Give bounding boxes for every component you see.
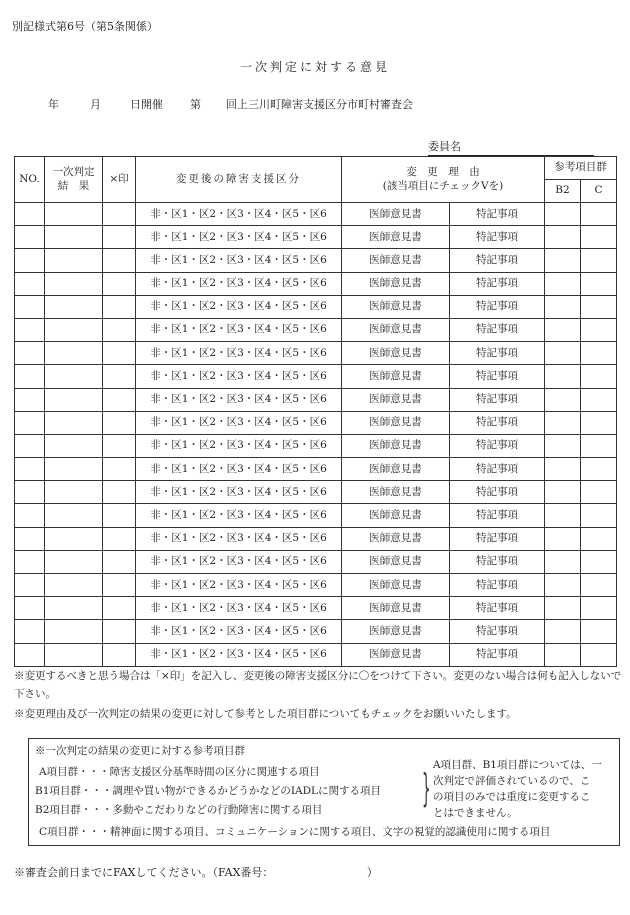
table-row <box>15 318 617 341</box>
header-mark: ×印 <box>103 157 136 203</box>
row-category-options[interactable]: 非・区1・区2・区3・区4・区5・区6 <box>136 504 342 527</box>
fax-instruction: ※審査会前日までにFAXしてください。（FAX番号： ） <box>14 866 378 879</box>
row-mark-cell[interactable] <box>103 226 136 249</box>
row-reason-doctor[interactable]: 医師意見書 <box>342 318 450 341</box>
row-c-check[interactable] <box>581 249 617 272</box>
row-reason-special[interactable]: 特記事項 <box>450 481 545 504</box>
row-reason-special[interactable]: 特記事項 <box>450 411 545 434</box>
row-category-options[interactable]: 非・区1・区2・区3・区4・区5・区6 <box>136 527 342 550</box>
row-reason-special[interactable]: 特記事項 <box>450 318 545 341</box>
row-mark-cell[interactable] <box>103 318 136 341</box>
row-result-cell[interactable] <box>45 272 103 295</box>
row-no-cell[interactable] <box>15 318 45 341</box>
row-reason-special[interactable]: 特記事項 <box>450 620 545 643</box>
member-name-field[interactable] <box>428 138 594 156</box>
row-result-cell[interactable] <box>45 434 103 457</box>
table-row <box>15 272 617 295</box>
row-reason-doctor[interactable]: 医師意見書 <box>342 295 450 318</box>
row-mark-cell[interactable] <box>103 620 136 643</box>
row-b2-check[interactable] <box>545 295 581 318</box>
row-mark-cell[interactable] <box>103 643 136 666</box>
row-b2-check[interactable] <box>545 342 581 365</box>
row-reason-doctor[interactable]: 医師意見書 <box>342 597 450 620</box>
table-row <box>15 203 617 226</box>
reference-group-a: A項目群・・・障害支援区分基準時間の区分に関連する項目 <box>39 766 320 778</box>
row-mark-cell[interactable] <box>103 597 136 620</box>
table-row <box>15 527 617 550</box>
row-category-options[interactable]: 非・区1・区2・区3・区4・区5・区6 <box>136 481 342 504</box>
row-mark-cell[interactable] <box>103 458 136 481</box>
reference-group-b2: B2項目群・・・多動やこだわりなどの行動障害に関する項目 <box>35 804 323 816</box>
reference-side-line2: 次判定で評価されているので、こ <box>433 775 591 787</box>
row-b2-check[interactable] <box>545 481 581 504</box>
row-reason-special[interactable]: 特記事項 <box>450 550 545 573</box>
note-2: ※変更理由及び一次判定の結果の変更に対して参考とした項目群についてもチェックをお願いいたします。 <box>14 708 517 720</box>
row-no-cell[interactable] <box>15 574 45 597</box>
row-c-check[interactable] <box>581 226 617 249</box>
meeting-ordinal-label: 第 <box>190 98 201 111</box>
row-c-check[interactable] <box>581 481 617 504</box>
row-no-cell[interactable] <box>15 411 45 434</box>
row-mark-cell[interactable] <box>103 574 136 597</box>
row-category-options[interactable]: 非・区1・区2・区3・区4・区5・区6 <box>136 411 342 434</box>
table-row <box>15 574 617 597</box>
row-no-cell[interactable] <box>15 203 45 226</box>
row-reason-doctor[interactable]: 医師意見書 <box>342 388 450 411</box>
table-row <box>15 342 617 365</box>
row-b2-check[interactable] <box>545 574 581 597</box>
row-mark-cell[interactable] <box>103 434 136 457</box>
row-b2-check[interactable] <box>545 643 581 666</box>
row-mark-cell[interactable] <box>103 411 136 434</box>
row-reason-special[interactable]: 特記事項 <box>450 597 545 620</box>
row-category-options[interactable]: 非・区1・区2・区3・区4・区5・区6 <box>136 597 342 620</box>
row-b2-check[interactable] <box>545 504 581 527</box>
row-no-cell[interactable] <box>15 365 45 388</box>
row-reason-special[interactable]: 特記事項 <box>450 272 545 295</box>
row-mark-cell[interactable] <box>103 295 136 318</box>
row-category-options[interactable]: 非・区1・区2・区3・区4・区5・区6 <box>136 550 342 573</box>
row-c-check[interactable] <box>581 203 617 226</box>
meeting-year-label: 年 <box>48 98 59 111</box>
row-no-cell[interactable] <box>15 434 45 457</box>
row-c-check[interactable] <box>581 342 617 365</box>
row-category-options[interactable]: 非・区1・区2・区3・区4・区5・区6 <box>136 318 342 341</box>
row-c-check[interactable] <box>581 318 617 341</box>
table-row <box>15 597 617 620</box>
row-no-cell[interactable] <box>15 226 45 249</box>
row-reason-special[interactable]: 特記事項 <box>450 365 545 388</box>
row-no-cell[interactable] <box>15 249 45 272</box>
row-c-check[interactable] <box>581 504 617 527</box>
row-c-check[interactable] <box>581 458 617 481</box>
meeting-day-label: 日開催 <box>130 98 163 111</box>
row-category-options[interactable]: 非・区1・区2・区3・区4・区5・区6 <box>136 643 342 666</box>
header-primary-result: 一次判定 結 果 <box>45 157 103 203</box>
row-b2-check[interactable] <box>545 527 581 550</box>
row-no-cell[interactable] <box>15 295 45 318</box>
table-row <box>15 434 617 457</box>
row-category-options[interactable]: 非・区1・区2・区3・区4・区5・区6 <box>136 249 342 272</box>
header-change-reason: 変 更 理 由 (該当項目にチェックVを) <box>342 157 545 203</box>
brace-icon: } <box>422 766 431 810</box>
reference-group-c: C項目群・・・精神面に関する項目、コミュニケーションに関する項目、文字の視覚的認識使用に関する項目 <box>39 826 551 838</box>
reference-side-line3: の項目のみでは重度に変更するこ <box>433 791 591 803</box>
row-b2-check[interactable] <box>545 550 581 573</box>
row-result-cell[interactable] <box>45 504 103 527</box>
row-reason-doctor[interactable]: 医師意見書 <box>342 434 450 457</box>
reference-group-b1: B1項目群・・・調理や買い物ができるかどうかなどのIADLに関する項目 <box>35 785 382 797</box>
row-reason-special[interactable]: 特記事項 <box>450 527 545 550</box>
table-row <box>15 411 617 434</box>
row-reason-special[interactable]: 特記事項 <box>450 643 545 666</box>
row-result-cell[interactable] <box>45 574 103 597</box>
row-reason-doctor[interactable]: 医師意見書 <box>342 481 450 504</box>
row-result-cell[interactable] <box>45 411 103 434</box>
row-no-cell[interactable] <box>15 527 45 550</box>
meeting-line <box>48 96 413 112</box>
row-no-cell[interactable] <box>15 388 45 411</box>
row-result-cell[interactable] <box>45 550 103 573</box>
row-category-options[interactable]: 非・区1・区2・区3・区4・区5・区6 <box>136 434 342 457</box>
reference-side-line4: とはできません。 <box>433 807 518 819</box>
row-result-cell[interactable] <box>45 388 103 411</box>
row-b2-check[interactable] <box>545 249 581 272</box>
row-reason-special[interactable]: 特記事項 <box>450 226 545 249</box>
row-reason-special[interactable]: 特記事項 <box>450 458 545 481</box>
header-ref-group: 参考項目群 <box>545 157 617 180</box>
row-result-cell[interactable] <box>45 342 103 365</box>
row-b2-check[interactable] <box>545 388 581 411</box>
row-mark-cell[interactable] <box>103 272 136 295</box>
row-b2-check[interactable] <box>545 226 581 249</box>
row-c-check[interactable] <box>581 295 617 318</box>
row-b2-check[interactable] <box>545 318 581 341</box>
row-result-cell[interactable] <box>45 481 103 504</box>
row-c-check[interactable] <box>581 620 617 643</box>
row-result-cell[interactable] <box>45 295 103 318</box>
row-b2-check[interactable] <box>545 597 581 620</box>
row-reason-doctor[interactable]: 医師意見書 <box>342 226 450 249</box>
table-row <box>15 458 617 481</box>
row-result-cell[interactable] <box>45 249 103 272</box>
row-no-cell[interactable] <box>15 504 45 527</box>
row-reason-special[interactable]: 特記事項 <box>450 388 545 411</box>
row-category-options[interactable]: 非・区1・区2・区3・区4・区5・区6 <box>136 272 342 295</box>
row-reason-doctor[interactable]: 医師意見書 <box>342 620 450 643</box>
table-row <box>15 226 617 249</box>
opinion-table <box>14 156 617 667</box>
row-category-options[interactable]: 非・区1・区2・区3・区4・区5・区6 <box>136 458 342 481</box>
row-mark-cell[interactable] <box>103 527 136 550</box>
table-row <box>15 295 617 318</box>
row-reason-doctor[interactable]: 医師意見書 <box>342 249 450 272</box>
row-result-cell[interactable] <box>45 365 103 388</box>
row-reason-special[interactable]: 特記事項 <box>450 249 545 272</box>
row-reason-special[interactable]: 特記事項 <box>450 434 545 457</box>
row-reason-doctor[interactable]: 医師意見書 <box>342 550 450 573</box>
row-reason-doctor[interactable]: 医師意見書 <box>342 458 450 481</box>
row-category-options[interactable]: 非・区1・区2・区3・区4・区5・区6 <box>136 295 342 318</box>
row-c-check[interactable] <box>581 643 617 666</box>
member-label: 委員名 <box>428 140 461 153</box>
row-result-cell[interactable] <box>45 597 103 620</box>
row-no-cell[interactable] <box>15 643 45 666</box>
header-c: C <box>581 180 617 203</box>
row-reason-doctor[interactable]: 医師意見書 <box>342 272 450 295</box>
row-b2-check[interactable] <box>545 411 581 434</box>
row-result-cell[interactable] <box>45 203 103 226</box>
row-category-options[interactable]: 非・区1・区2・区3・区4・区5・区6 <box>136 388 342 411</box>
row-mark-cell[interactable] <box>103 388 136 411</box>
row-category-options[interactable]: 非・区1・区2・区3・区4・区5・区6 <box>136 620 342 643</box>
row-c-check[interactable] <box>581 434 617 457</box>
reference-heading: ※一次判定の結果の変更に対する参考項目群 <box>35 745 245 757</box>
row-reason-doctor[interactable]: 医師意見書 <box>342 365 450 388</box>
row-c-check[interactable] <box>581 388 617 411</box>
table-row <box>15 550 617 573</box>
row-result-cell[interactable] <box>45 527 103 550</box>
note-1: ※変更するべきと思う場合は「×印」を記入し、変更後の障害支援区分に〇をつけて下さい。変更のない場合は何も記入しないで下さい。 <box>14 670 622 700</box>
row-reason-doctor[interactable]: 医師意見書 <box>342 574 450 597</box>
header-b2: B2 <box>545 180 581 203</box>
row-reason-doctor[interactable]: 医師意見書 <box>342 203 450 226</box>
row-c-check[interactable] <box>581 411 617 434</box>
row-reason-special[interactable]: 特記事項 <box>450 504 545 527</box>
form-number: 別記様式第6号（第5条関係） <box>12 20 158 33</box>
row-c-check[interactable] <box>581 597 617 620</box>
row-no-cell[interactable] <box>15 620 45 643</box>
row-mark-cell[interactable] <box>103 550 136 573</box>
row-no-cell[interactable] <box>15 481 45 504</box>
row-mark-cell[interactable] <box>103 365 136 388</box>
row-category-options[interactable]: 非・区1・区2・区3・区4・区5・区6 <box>136 226 342 249</box>
row-mark-cell[interactable] <box>103 342 136 365</box>
row-no-cell[interactable] <box>15 550 45 573</box>
row-no-cell[interactable] <box>15 597 45 620</box>
row-mark-cell[interactable] <box>103 203 136 226</box>
header-no: NO. <box>15 157 45 203</box>
row-c-check[interactable] <box>581 574 617 597</box>
row-category-options[interactable]: 非・区1・区2・区3・区4・区5・区6 <box>136 342 342 365</box>
row-result-cell[interactable] <box>45 226 103 249</box>
row-no-cell[interactable] <box>15 342 45 365</box>
row-c-check[interactable] <box>581 527 617 550</box>
row-reason-doctor[interactable]: 医師意見書 <box>342 342 450 365</box>
row-reason-doctor[interactable]: 医師意見書 <box>342 504 450 527</box>
row-mark-cell[interactable] <box>103 249 136 272</box>
row-category-options[interactable]: 非・区1・区2・区3・区4・区5・区6 <box>136 574 342 597</box>
table-row <box>15 365 617 388</box>
table-row <box>15 643 617 666</box>
row-mark-cell[interactable] <box>103 481 136 504</box>
table-row <box>15 249 617 272</box>
table-row <box>15 388 617 411</box>
row-result-cell[interactable] <box>45 620 103 643</box>
reference-side-line1: A項目群、B1項目群については、一 <box>433 759 602 771</box>
row-b2-check[interactable] <box>545 434 581 457</box>
row-reason-special[interactable]: 特記事項 <box>450 342 545 365</box>
row-b2-check[interactable] <box>545 458 581 481</box>
row-reason-special[interactable]: 特記事項 <box>450 203 545 226</box>
row-b2-check[interactable] <box>545 620 581 643</box>
row-reason-special[interactable]: 特記事項 <box>450 574 545 597</box>
table-row <box>15 481 617 504</box>
row-no-cell[interactable] <box>15 272 45 295</box>
row-b2-check[interactable] <box>545 365 581 388</box>
row-reason-special[interactable]: 特記事項 <box>450 295 545 318</box>
row-b2-check[interactable] <box>545 203 581 226</box>
row-reason-doctor[interactable]: 医師意見書 <box>342 643 450 666</box>
row-result-cell[interactable] <box>45 318 103 341</box>
row-mark-cell[interactable] <box>103 504 136 527</box>
meeting-name: 回上三川町障害支援区分市町村審査会 <box>226 98 413 111</box>
row-result-cell[interactable] <box>45 643 103 666</box>
row-result-cell[interactable] <box>45 458 103 481</box>
reference-box <box>28 738 620 846</box>
row-category-options[interactable]: 非・区1・区2・区3・区4・区5・区6 <box>136 203 342 226</box>
row-category-options[interactable]: 非・区1・区2・区3・区4・区5・区6 <box>136 365 342 388</box>
table-row <box>15 620 617 643</box>
row-c-check[interactable] <box>581 365 617 388</box>
document-title: 一次判定に対する意見 <box>239 60 390 74</box>
meeting-month-label: 月 <box>90 98 101 111</box>
row-c-check[interactable] <box>581 550 617 573</box>
header-changed-category: 変更後の障害支援区分 <box>136 157 342 203</box>
row-b2-check[interactable] <box>545 272 581 295</box>
table-row <box>15 504 617 527</box>
row-c-check[interactable] <box>581 272 617 295</box>
row-reason-doctor[interactable]: 医師意見書 <box>342 527 450 550</box>
row-reason-doctor[interactable]: 医師意見書 <box>342 411 450 434</box>
row-no-cell[interactable] <box>15 458 45 481</box>
